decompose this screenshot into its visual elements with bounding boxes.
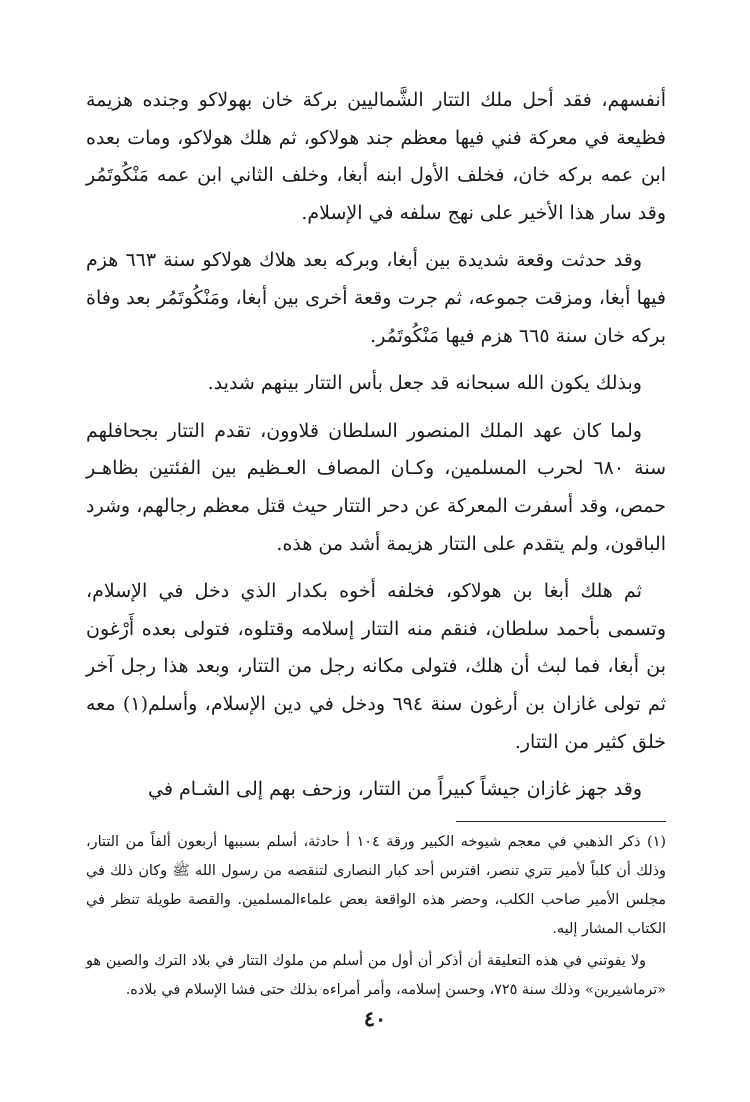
paragraph: وقد حدثت وقعة شديدة بين أبغا، وبركه بعد هلاك هولاكو سنة ٦٦٣ هزم فيها أبغا، ومزقت جموعه، ثم جرت وقعة أخرى بين أبغا، ومَنْكُوتَمُر بعد وفاة بركه خان سنة ٦٦٥ هزم فيها مَنْكُوتَمُر. [86,249,666,347]
page-number: ٤٠ [363,1006,387,1031]
book-page [86,82,666,1005]
footnote: (١) ذكر الذهبي في معجم شيوخه الكبير ورقة ١٠٤ أ حادثة، أسلم بسببها أربعون ألفاً من التتار، وذلك أن كلباً لأمير تتري تنصر، افترس أحد كبار النصارى لتنقصه من رسول الله ﷺ وكان ذلك في مجلس الأمير صاحب الكلب، وحضر هذه الواقعة بعض علماءالمسلمين. والقصة طويلة تنظر في الكتاب المشار إليه. [86,833,666,938]
footnotes [86,828,666,1005]
paragraph: ولما كان عهد الملك المنصور السلطان قلاوون، تقدم التتار بجحافلهم سنة ٦٨٠ لحرب المسلمين، وكـان المصاف العـظيم بين الفئتين بظاهـر حمص، وقد أسفرت المعركة عن دحر التتار حيث قتل معظم رجالهم، وشرد الباقون، ولم يتقدم على التتار هزيمة أشد من هذه. [86,419,666,555]
paragraph: ثم هلك أبغا بن هولاكو، فخلفه أخوه بكدار الذي دخل في الإسلام، وتسمى بأحمد سلطان، فنقم منه التتار إسلامه وقتلوه، فتولى بعده أَرْغون بن أبغا، فما لبث أن هلك، فتولى مكانه رجل من التتار، وبعد هذا رجل آخر ثم تولى غازان بن أرغون سنة ٦٩٤ ودخل في دين الإسلام، وأسلم(١) معه خلق كثير من التتار. [86,580,666,753]
paragraph: أنفسهم، فقد أحل ملك التتار الشَّماليين بركة خان بهولاكو وجنده هزيمة فظيعة في معركة فني فيها معظم جند هولاكو، ثم هلك هولاكو، ومات بعده ابن عمه بركه خان، فخلف الأول ابنه أبغا، وخلف الثاني ابن عمه مَنْكُوتَمُر وقد سار هذا الأخير على نهج سلفه في الإسلام. [86,89,666,224]
main-text [86,82,666,809]
footnote: ولا يفوتني في هذه التعليقة أن أذكر أن أول من أسلم من ملوك التتار في بلاد الترك والصين هو «ترماشيرين» وذلك سنة ٧٢٥، وحسن إسلامه، وأمر أمراءه بذلك حتى فشا الإسلام في بلاده. [86,952,666,998]
footnote-separator [456,821,666,822]
paragraph: وبذلك يكون الله سبحانه قد جعل بأس التتار بينهم شديد. [207,372,642,395]
paragraph: وقد جهز غازان جيشاً كبيراً من التتار، وزحف بهم إلى الشـام في [148,778,642,801]
